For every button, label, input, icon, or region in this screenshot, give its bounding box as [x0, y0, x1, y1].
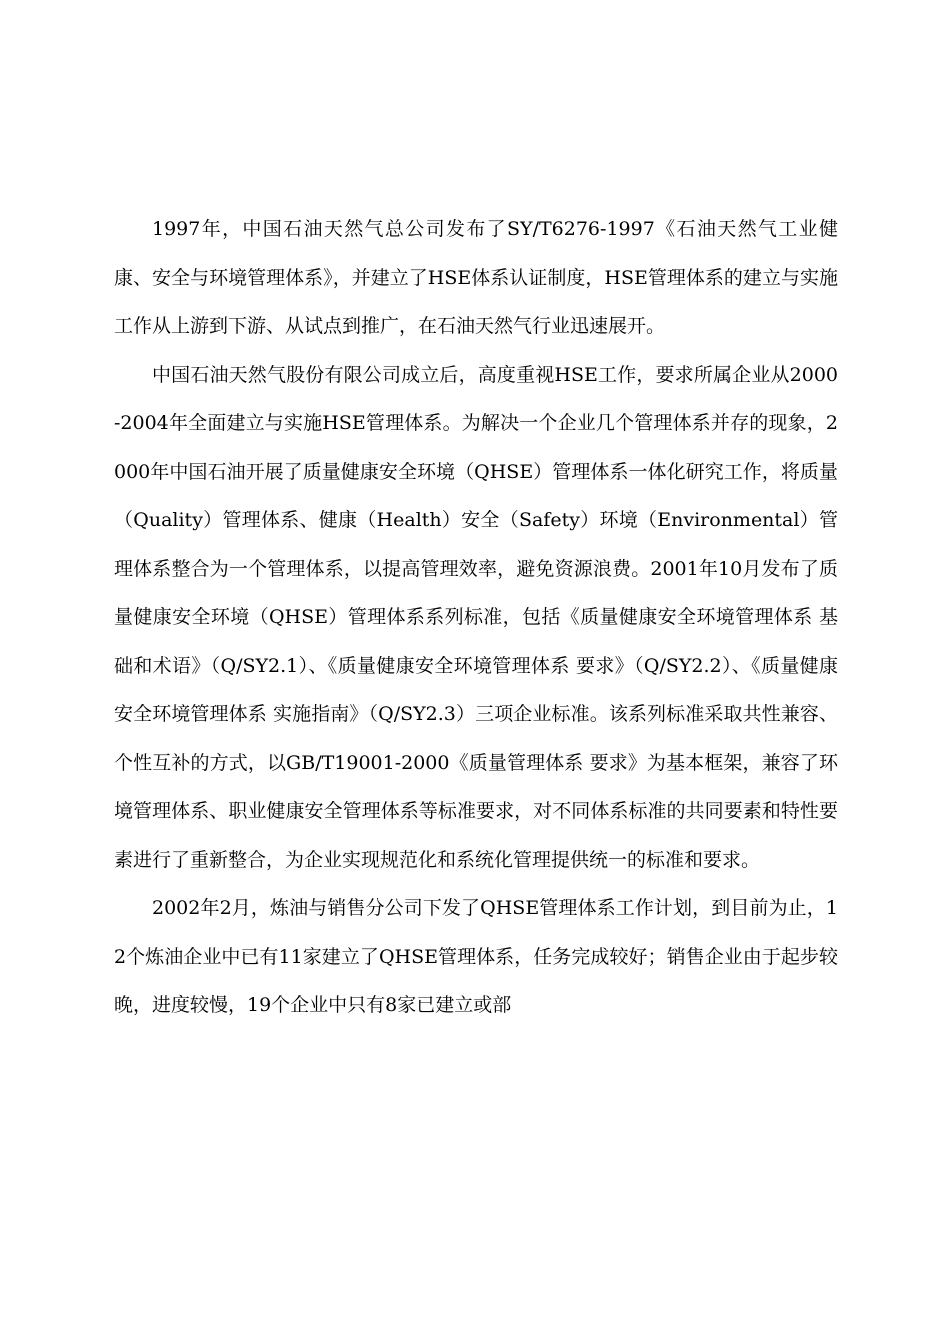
paragraph-hse-history: 1997年，中国石油天然气总公司发布了SY/T6276-1997《石油天然气工业健康、安全与环境管理体系》，并建立了HSE体系认证制度，HSE管理体系的建立与实施工作从上游到下游、从试点到推广，在石油天然气行业迅速展开。 — [114, 218, 838, 337]
document-body — [114, 205, 838, 1030]
paragraph-qhse-standards: 中国石油天然气股份有限公司成立后，高度重视HSE工作，要求所属企业从2000-2004年全面建立与实施HSE管理体系。为解决一个企业几个管理体系并存的现象，2000年中国石油开展了质量健康安全环境（QHSE）管理体系一体化研究工作，将质量（Quality）管理体系、健康（Health）安全（Safety）环境（Environmental）管理体系整合为一个管理体系，以提高管理效率，避免资源浪费。2001年10月发布了质量健康安全环境（QHSE）管理体系系列标准，包括《质量健康安全环境管理体系 基础和术语》（Q/SY2.1）、《质量健康安全环境管理体系 要求》（Q/SY2.2）、《质量健康安全环境管理体系 实施指南》（Q/SY2.3）三项企业标准。该系列标准采取共性兼容、个性互补的方式，以GB/T19001-2000《质量管理体系 要求》为基本框架，兼容了环境管理体系、职业健康安全管理体系等标准要求，对不同体系标准的共同要素和特性要素进行了重新整合，为企业实现规范化和系统化管理提供统一的标准和要求。 — [114, 363, 838, 871]
paragraph-qhse-progress: 2002年2月，炼油与销售分公司下发了QHSE管理体系工作计划，到目前为止，12个炼油企业中已有11家建立了QHSE管理体系，任务完成较好；销售企业由于起步较晚，进度较慢，19个企业中只有8家已建立或部 — [114, 897, 838, 1016]
